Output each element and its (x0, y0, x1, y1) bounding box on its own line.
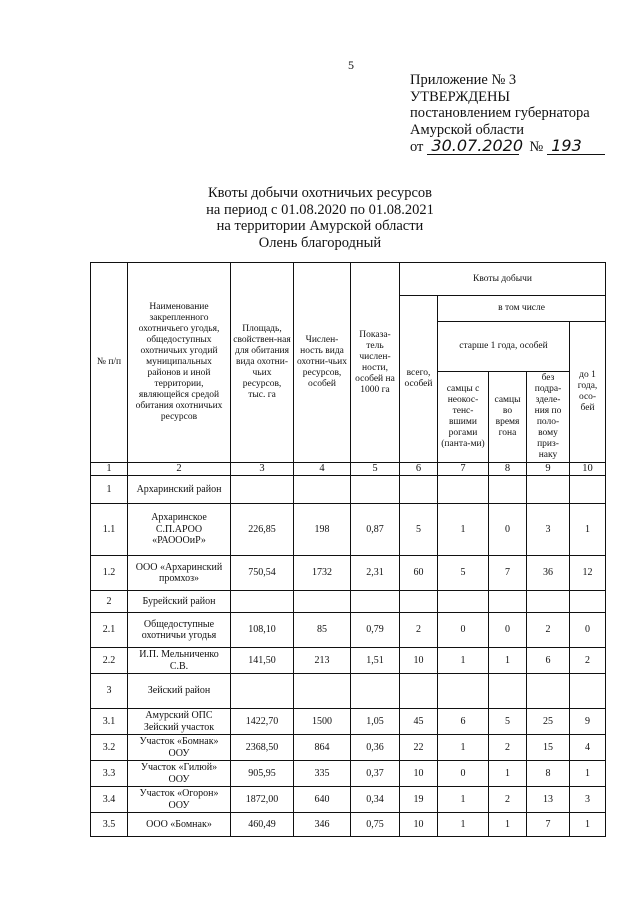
row-total: 2 (400, 613, 438, 648)
column-number: 1 (91, 463, 128, 476)
appendix-label: Приложение № 3 (410, 72, 517, 88)
row-density: 2,31 (351, 556, 400, 591)
row-count: 640 (294, 787, 351, 813)
row-name: Архаринское С.П.АРОО «РАОООиР» (128, 504, 231, 556)
title-period: на период с 01.08.2020 по 01.08.2021 (206, 201, 434, 218)
quota-table (90, 262, 606, 837)
resolution-label: постановлением губернатора (410, 105, 590, 121)
document-title (0, 185, 640, 251)
row-area: 108,10 (231, 613, 294, 648)
row-number: 3 (91, 674, 128, 709)
column-number: 4 (294, 463, 351, 476)
row-density: 1,05 (351, 709, 400, 735)
row-total: 5 (400, 504, 438, 556)
column-number: 9 (527, 463, 570, 476)
handwritten-date: 30.07.2020 (427, 138, 519, 155)
table-row (91, 787, 606, 813)
row-no-sex: 8 (527, 761, 570, 787)
row-no-sex: 25 (527, 709, 570, 735)
row-density: 0,36 (351, 735, 400, 761)
row-no-sex: 15 (527, 735, 570, 761)
row-no-sex: 6 (527, 648, 570, 674)
row-total: 19 (400, 787, 438, 813)
row-count (294, 674, 351, 709)
row-males-rut (489, 591, 527, 613)
table-row (91, 813, 606, 837)
date-prefix: от (410, 138, 424, 155)
header-area: Площадь, свойствен-ная для обитания вида охотни-чьих ресурсов, тыс. га (231, 263, 294, 463)
row-name: Участок «Огорон» ООУ (128, 787, 231, 813)
row-total: 10 (400, 761, 438, 787)
table-row (91, 556, 606, 591)
row-no-sex: 2 (527, 613, 570, 648)
row-no-sex (527, 674, 570, 709)
row-under1: 4 (570, 735, 606, 761)
row-name: Зейский район (128, 674, 231, 709)
table-row (91, 735, 606, 761)
row-total (400, 674, 438, 709)
district-row (91, 476, 606, 504)
row-area: 905,95 (231, 761, 294, 787)
row-males-rut: 1 (489, 761, 527, 787)
header-under1: до 1 года, осо-бей (570, 322, 606, 463)
row-count (294, 476, 351, 504)
row-no-sex (527, 591, 570, 613)
row-males-rut: 5 (489, 709, 527, 735)
row-under1: 3 (570, 787, 606, 813)
row-males-rut: 2 (489, 735, 527, 761)
row-name: Амурский ОПС Зейский участок (128, 709, 231, 735)
row-males-rut: 2 (489, 787, 527, 813)
row-count: 1500 (294, 709, 351, 735)
row-name: Бурейский район (128, 591, 231, 613)
row-density (351, 674, 400, 709)
title-species: Олень благородный (258, 234, 382, 251)
table-row (91, 709, 606, 735)
row-under1 (570, 591, 606, 613)
row-name: Участок «Гилюй» ООУ (128, 761, 231, 787)
column-number: 10 (570, 463, 606, 476)
row-name: Общедоступные охотничьи угодья (128, 613, 231, 648)
row-number: 1 (91, 476, 128, 504)
row-area (231, 591, 294, 613)
row-no-sex: 36 (527, 556, 570, 591)
row-number: 2 (91, 591, 128, 613)
row-count: 85 (294, 613, 351, 648)
row-total: 22 (400, 735, 438, 761)
row-number: 3.5 (91, 813, 128, 837)
row-number: 1.1 (91, 504, 128, 556)
header-no-sex: без подра-зделе-ния по поло-вому приз-наку (527, 372, 570, 463)
title-territory: на территории Амурской области (216, 218, 424, 234)
row-no-sex (527, 476, 570, 504)
row-number: 2.1 (91, 613, 128, 648)
row-under1: 1 (570, 504, 606, 556)
region-label: Амурской области (410, 121, 524, 138)
column-number: 3 (231, 463, 294, 476)
row-total (400, 476, 438, 504)
row-count (294, 591, 351, 613)
column-number: 6 (400, 463, 438, 476)
district-row (91, 591, 606, 613)
header-including: в том числе (438, 296, 606, 322)
row-males-antlers: 1 (438, 648, 489, 674)
row-under1: 0 (570, 613, 606, 648)
approval-block (410, 72, 605, 155)
row-density (351, 476, 400, 504)
column-number: 8 (489, 463, 527, 476)
row-name: ООО «Бомнак» (128, 813, 231, 837)
row-area: 226,85 (231, 504, 294, 556)
header-name: Наименование закрепленного охотничьего угодья, общедоступных охотничьих угодий муниципальных районов и иной территории, являющейся средой обитания охотничьих ресурсов (128, 263, 231, 463)
row-name: ООО «Архаринский промхоз» (128, 556, 231, 591)
row-name: Участок «Бомнак» ООУ (128, 735, 231, 761)
header-density: Показа-тель числен-ности, особей на 1000 га (351, 263, 400, 463)
row-density: 0,37 (351, 761, 400, 787)
row-males-rut: 1 (489, 813, 527, 837)
row-males-antlers: 6 (438, 709, 489, 735)
row-males-rut (489, 674, 527, 709)
title-line: Квоты добычи охотничьих ресурсов (208, 185, 432, 201)
row-males-antlers (438, 591, 489, 613)
row-number: 3.4 (91, 787, 128, 813)
row-area: 1422,70 (231, 709, 294, 735)
row-density: 0,34 (351, 787, 400, 813)
row-males-antlers: 1 (438, 787, 489, 813)
district-row (91, 674, 606, 709)
header-total: всего, особей (400, 296, 438, 463)
row-total: 45 (400, 709, 438, 735)
row-under1: 1 (570, 761, 606, 787)
header-quotas: Квоты добычи (400, 263, 606, 296)
column-number: 5 (351, 463, 400, 476)
row-density: 0,87 (351, 504, 400, 556)
row-count: 213 (294, 648, 351, 674)
row-density: 0,75 (351, 813, 400, 837)
handwritten-number: 193 (547, 138, 605, 155)
row-males-rut (489, 476, 527, 504)
header-males-antlers: самцы с неокос-тенс-вшими рогами (панта-ми) (438, 372, 489, 463)
row-males-rut: 0 (489, 613, 527, 648)
row-area: 1872,00 (231, 787, 294, 813)
header-older: старше 1 года, особей (438, 322, 570, 372)
row-area (231, 476, 294, 504)
row-under1: 1 (570, 813, 606, 837)
row-males-antlers (438, 476, 489, 504)
row-density (351, 591, 400, 613)
row-number: 3.2 (91, 735, 128, 761)
row-number: 3.1 (91, 709, 128, 735)
column-number: 7 (438, 463, 489, 476)
row-males-rut: 0 (489, 504, 527, 556)
row-no-sex: 3 (527, 504, 570, 556)
row-males-antlers: 5 (438, 556, 489, 591)
column-number: 2 (128, 463, 231, 476)
row-total: 60 (400, 556, 438, 591)
row-number: 2.2 (91, 648, 128, 674)
row-under1: 12 (570, 556, 606, 591)
approved-label: УТВЕРЖДЕНЫ (410, 88, 511, 105)
table-row (91, 504, 606, 556)
row-area: 460,49 (231, 813, 294, 837)
row-under1: 2 (570, 648, 606, 674)
row-area: 141,50 (231, 648, 294, 674)
row-area (231, 674, 294, 709)
row-males-antlers: 1 (438, 504, 489, 556)
row-males-antlers: 1 (438, 735, 489, 761)
header-count: Числен-ность вида охотни-чьих ресурсов, особей (294, 263, 351, 463)
row-area: 750,54 (231, 556, 294, 591)
row-number: 1.2 (91, 556, 128, 591)
row-males-rut: 7 (489, 556, 527, 591)
row-number: 3.3 (91, 761, 128, 787)
table-row (91, 613, 606, 648)
row-name: И.П. Мельниченко С.В. (128, 648, 231, 674)
row-count: 864 (294, 735, 351, 761)
row-area: 2368,50 (231, 735, 294, 761)
row-males-antlers: 1 (438, 813, 489, 837)
date-number-line (410, 138, 605, 155)
row-count: 346 (294, 813, 351, 837)
table-row (91, 761, 606, 787)
row-males-rut: 1 (489, 648, 527, 674)
row-total: 10 (400, 813, 438, 837)
row-total (400, 591, 438, 613)
row-total: 10 (400, 648, 438, 674)
row-under1: 9 (570, 709, 606, 735)
row-count: 335 (294, 761, 351, 787)
number-prefix: № (529, 138, 544, 155)
header-num: № п/п (91, 263, 128, 463)
header-males-rut: самцы во время гона (489, 372, 527, 463)
row-density: 1,51 (351, 648, 400, 674)
row-males-antlers (438, 674, 489, 709)
column-number-row (91, 463, 606, 476)
row-under1 (570, 476, 606, 504)
table-row (91, 648, 606, 674)
row-count: 198 (294, 504, 351, 556)
row-density: 0,79 (351, 613, 400, 648)
row-males-antlers: 0 (438, 761, 489, 787)
row-no-sex: 13 (527, 787, 570, 813)
row-no-sex: 7 (527, 813, 570, 837)
row-count: 1732 (294, 556, 351, 591)
row-name: Архаринский район (128, 476, 231, 504)
row-males-antlers: 0 (438, 613, 489, 648)
row-under1 (570, 674, 606, 709)
page-number: 5 (348, 58, 354, 72)
